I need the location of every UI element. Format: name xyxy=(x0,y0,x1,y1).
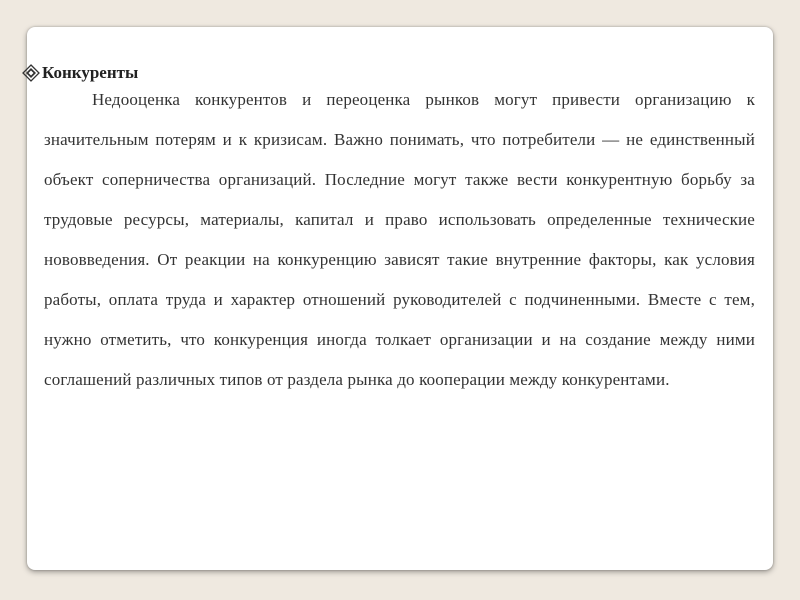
diamond-bullet-icon xyxy=(22,64,40,82)
slide-heading: Конкуренты xyxy=(42,63,139,82)
slide-content xyxy=(44,60,755,400)
slide-paragraph: Недооценка конкурентов и переоценка рынков могут привести организацию к значительным потерям и к кризисам. Важно понимать, что потребители — не единственный объект соперничества организаций. Последние могут также вести конкурентную борьбу за трудовые ресурсы, материалы, капитал и право использовать определенные технические нововведения. От реакции на конкуренцию зависят такие внутренние факторы, как условия работы, оплата труда и характер отношений руководителей с подчиненными. Вместе с тем, нужно отметить, что конкуренция иногда толкает организации и на создание между ними соглашений различных типов от раздела рынка до кооперации между конкурентами. xyxy=(44,90,755,389)
